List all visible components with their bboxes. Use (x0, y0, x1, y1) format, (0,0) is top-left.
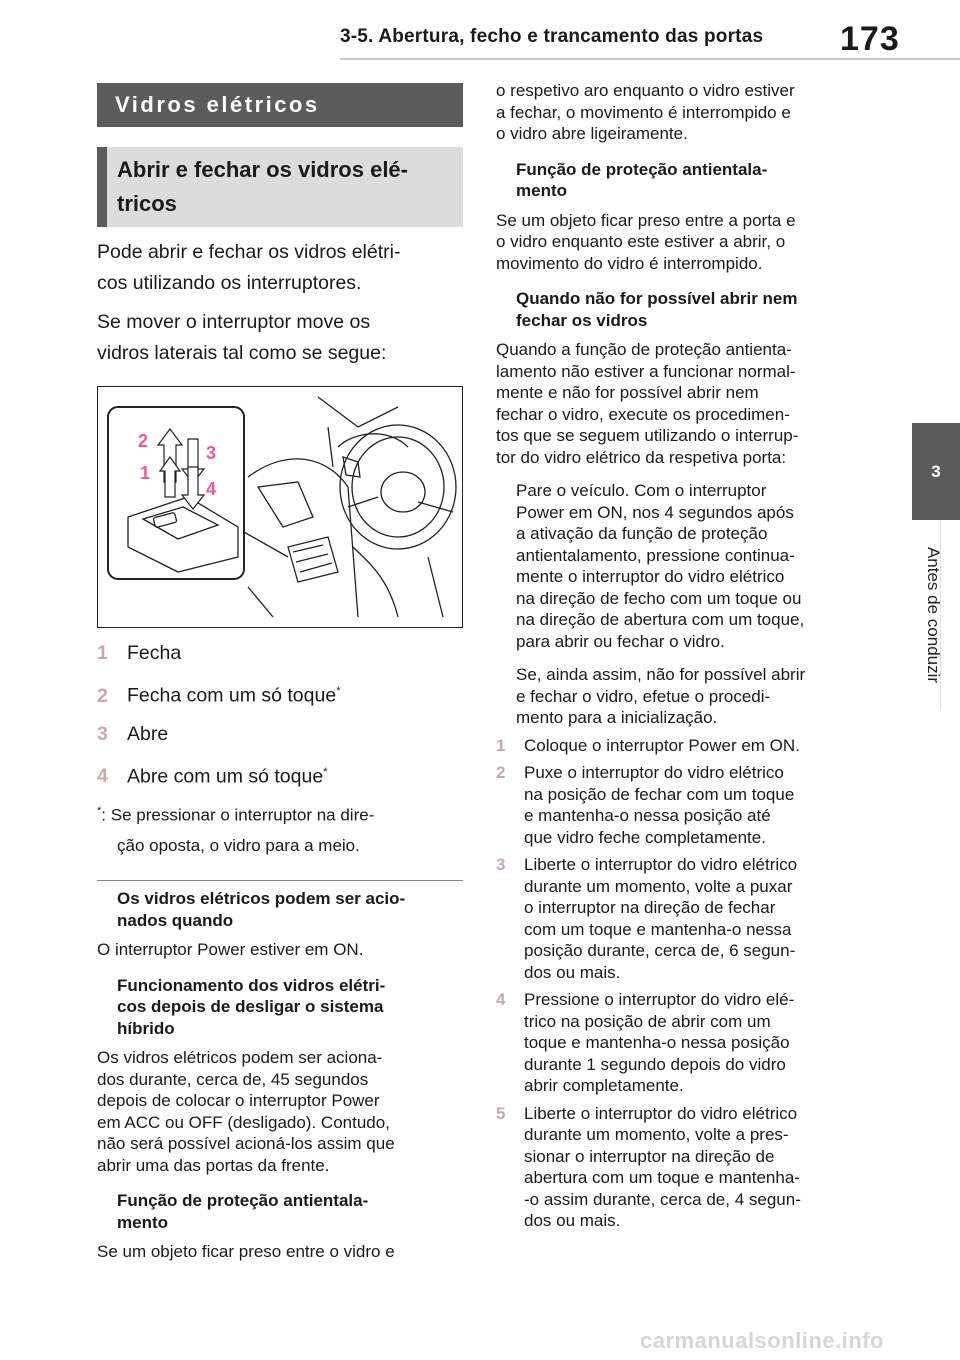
step-line: durante um momento, volte a puxar (524, 876, 793, 896)
body-line: antientalamento, pressione continua- (516, 545, 795, 565)
intro-text (97, 237, 463, 369)
subsection-title-line2: tricos (117, 191, 177, 216)
step-item (496, 735, 876, 757)
step-line: Coloque o interruptor Power em ON. (524, 735, 800, 755)
intro-line: Pode abrir e fechar os vidros elétri- (97, 241, 401, 263)
step-line: durante 1 segundo depois do vidro (524, 1054, 786, 1074)
body-line: na direção de abertura com um toque, (516, 610, 805, 629)
footnote-mark: * (323, 765, 328, 778)
continued-paragraph (496, 80, 876, 145)
chapter-tab[interactable]: 3 (912, 423, 960, 520)
step-line: Pressione o interruptor do vidro elé- (524, 990, 795, 1009)
body-line: Se um objeto ficar preso entre a porta e (496, 210, 796, 230)
site-watermark: carmanualsonline.info (640, 1328, 884, 1353)
left-notes (97, 888, 467, 1263)
note-heading (97, 1190, 467, 1233)
section-title: Vidros elétricos (97, 83, 463, 127)
legend-item (97, 640, 463, 666)
step-line: e mantenha-o nessa posição até (524, 806, 771, 825)
note-body-line: Os vidros elétricos podem ser aciona- (97, 1048, 383, 1067)
note-heading-line: Funcionamento dos vidros elétri- (117, 975, 386, 995)
note-body-line: O interruptor Power estiver em ON. (97, 940, 364, 959)
legend-number: 3 (97, 722, 108, 745)
body-line: tor do vidro elétrico da respetiva porta: (496, 447, 787, 467)
body-line: a fechar, o movimento é interrompido e (496, 102, 791, 122)
chapter-label (906, 520, 960, 710)
legend-text: Fecha com um só toque (127, 684, 337, 707)
step-item (496, 1103, 876, 1232)
illustration-svg (98, 387, 461, 626)
legend-text: Fecha (127, 642, 182, 664)
note-body (496, 339, 876, 468)
callout-label: 2 (138, 431, 149, 451)
body-line: o respetivo aro enquanto o vidro estiver (496, 81, 795, 100)
note-heading-line: Função de proteção antientala- (516, 159, 768, 179)
legend-list (97, 640, 463, 789)
step-line: abrir completamente. (524, 1076, 684, 1095)
steps-list (496, 735, 876, 1232)
legend-text: Abre com um só toque (127, 765, 324, 787)
note-heading-line: mento (117, 1212, 168, 1232)
subsection-title (97, 147, 463, 227)
note-heading (97, 888, 467, 931)
right-column (496, 80, 876, 1232)
running-header: 3-5. Abertura, fecho e trancamento das portas (340, 26, 764, 47)
note-body-line: em ACC ou OFF (desligado). Contudo, (97, 1112, 390, 1132)
step-number: 2 (496, 763, 506, 782)
note-body-line: Se um objeto ficar preso entre o vidro e (97, 1242, 395, 1261)
body-line: Quando a função de proteção antienta- (496, 340, 792, 359)
footnote-line: : Se pressionar o interruptor na dire- (101, 805, 375, 825)
note-body (97, 939, 467, 961)
step-line: toque e mantenha-o nessa posição (524, 1033, 790, 1052)
step-item (496, 854, 876, 983)
note-body-line: não será possível acioná-los assim que (97, 1134, 395, 1153)
body-line: para abrir ou fechar o vidro. (516, 631, 725, 651)
note-heading-line: Os vidros elétricos podem ser acio- (117, 889, 406, 908)
legend-number: 1 (97, 642, 108, 664)
callout-label: 3 (206, 443, 217, 463)
note-heading (97, 975, 467, 1040)
step-line: que vidro feche completamente. (524, 827, 766, 847)
note-body (97, 1241, 467, 1263)
body-line: o vidro enquanto este estiver a abrir, o (496, 232, 786, 251)
note-heading (496, 159, 876, 202)
body-line: fechar o vidro, execute os procedimen- (496, 404, 790, 424)
step-line: o interruptor na direção de fechar (524, 898, 776, 917)
footnote-line: ção oposta, o vidro para a meio. (117, 835, 360, 855)
note-body-line: abrir uma das portas da frente. (97, 1155, 330, 1175)
step-number: 3 (496, 855, 506, 874)
page-number: 173 (840, 20, 900, 58)
body-line: movimento do vidro é interrompido. (496, 253, 763, 273)
step-number: 4 (496, 990, 506, 1009)
indented-paragraph (496, 480, 876, 652)
body-line: Se, ainda assim, não for possível abrir (516, 665, 806, 684)
note-body-line: depois de colocar o interruptor Power (97, 1091, 380, 1110)
note-body (97, 1047, 467, 1176)
notes-divider (97, 880, 463, 881)
step-line: Liberte o interruptor do vidro elétrico (524, 1103, 798, 1123)
step-number: 1 (496, 735, 506, 755)
step-line: com um toque e mantenha-o nessa (524, 919, 792, 939)
step-line: Puxe o interruptor do vidro elétrico (524, 763, 784, 782)
step-line: dos ou mais. (524, 962, 621, 982)
note-heading-line: nados quando (117, 910, 234, 930)
step-line: sionar o interruptor na direção de (524, 1146, 775, 1166)
intro-line: vidros laterais tal como se segue: (97, 342, 387, 364)
step-line: trico na posição de abrir com um (524, 1011, 771, 1031)
note-heading-line: fechar os vidros (516, 310, 648, 330)
body-line: e fechar o vidro, efetue o procedi- (516, 686, 771, 706)
chapter-label-text: Antes de conduzir (924, 546, 943, 684)
body-line: mento para a inicialização. (516, 708, 718, 727)
legend-item (97, 678, 463, 709)
note-heading-line: cos depois de desligar o sistema (117, 997, 384, 1016)
note-heading-line: Função de proteção antientala- (117, 1191, 369, 1210)
header-rule (340, 58, 960, 60)
body-line: a ativação da função de proteção (516, 524, 768, 543)
body-line: Power em ON, nos 4 segundos após (516, 502, 794, 522)
callout-label: 4 (206, 479, 217, 499)
intro-line: cos utilizando os interruptores. (97, 272, 362, 294)
indented-paragraph (496, 664, 876, 729)
note-body-line: dos durante, cerca de, 45 segundos (97, 1069, 369, 1089)
legend-number: 2 (97, 684, 108, 707)
note-heading (496, 288, 876, 331)
legend-item (97, 721, 463, 747)
footnote (97, 796, 463, 861)
body-line: tos que se seguem utilizando o interrup- (496, 426, 799, 445)
note-heading-line: Quando não for possível abrir nem (516, 289, 798, 308)
step-line: abertura com um toque e mantenha- (524, 1168, 800, 1187)
body-line: mente o interruptor do vidro elétrico (516, 567, 785, 586)
step-line: Liberte o interruptor do vidro elétrico (524, 855, 798, 874)
body-line: o vidro abre ligeiramente. (496, 124, 688, 143)
legend-number: 4 (97, 765, 108, 787)
body-line: na direção de fecho com um toque ou (516, 588, 802, 608)
legend-item (97, 759, 463, 790)
step-line: -o assim durante, cerca de, 4 segun- (524, 1189, 801, 1209)
step-line: posição durante, cerca de, 6 segun- (524, 941, 796, 960)
legend-text: Abre (127, 722, 169, 745)
body-line: mente e não for possível abrir nem (496, 383, 759, 402)
power-window-illustration (97, 386, 463, 628)
callout-label: 1 (140, 463, 151, 483)
footnote-mark: * (97, 805, 102, 817)
step-line: dos ou mais. (524, 1211, 621, 1230)
note-body (496, 210, 876, 275)
step-line: durante um momento, volte a pres- (524, 1125, 789, 1144)
step-item (496, 762, 876, 848)
body-line: Pare o veículo. Com o interruptor (516, 481, 767, 500)
footnote-mark: * (336, 685, 341, 697)
subsection-title-line1: Abrir e fechar os vidros elé- (117, 157, 408, 182)
body-line: lamento não estiver a funcionar normal- (496, 361, 796, 381)
note-heading-line: mento (516, 181, 567, 200)
step-number: 5 (496, 1103, 506, 1123)
intro-line: Se mover o interruptor move os (97, 311, 371, 333)
step-line: na posição de fechar com um toque (524, 784, 795, 804)
step-item (496, 989, 876, 1097)
note-heading-line: híbrido (117, 1018, 175, 1038)
